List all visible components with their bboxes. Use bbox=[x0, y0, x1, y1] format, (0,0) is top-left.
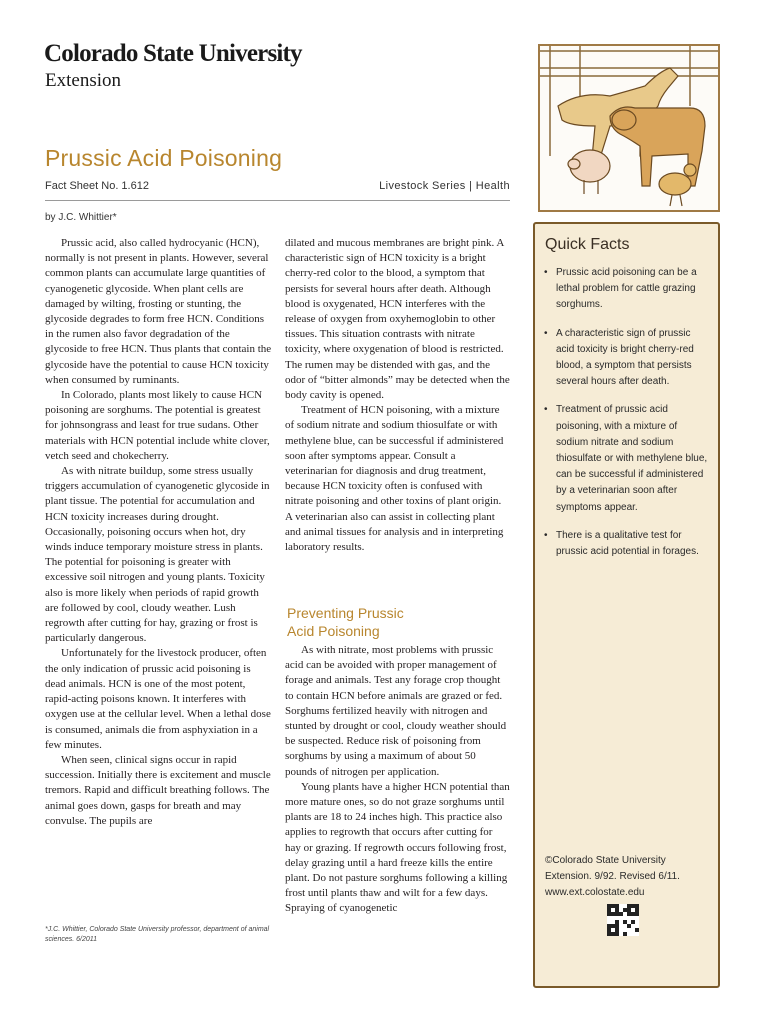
quick-fact-text: There is a qualitative test for prussic acid potential in forages. bbox=[556, 529, 699, 558]
bullet-icon: • bbox=[544, 529, 548, 541]
university-logo: Colorado State University bbox=[44, 40, 302, 67]
quick-fact-item bbox=[542, 402, 708, 515]
quick-fact-item bbox=[542, 265, 708, 314]
fact-sheet-number: Fact Sheet No. 1.612 bbox=[45, 180, 149, 192]
paragraph: As with nitrate buildup, some stress usually triggers accumulation of cyanogenetic glycoside in plant tissue. The potential for accumulation and HCN toxicity increases during drought. Occasionally, poisoning occurs when hot, dry winds induce temporary moisture stress in plants. The potential for poisoning is greater with excessive soil nitrogen and young plants. Toxicity also is more likely when periods of rapid growth are followed by cool, cloudy weather. Lush regrowth after cutting for hay, grazing or frost is particularly dangerous. bbox=[45, 465, 270, 645]
byline: by J.C. Whittier* bbox=[45, 212, 117, 223]
paragraph: dilated and mucous membranes are bright pink. A characteristic sign of HCN toxicity is a bright cherry-red color to the blood, a symptom that persists for several hours after death. Although blood is oxygenated, HCN interferes with the release of oxygen from oxyhemoglobin to other tissues. This situation contrasts with nitrate toxicity, where oxygenation of blood is restricted. The rumen may be distended with gas, and the odor of “bitter almonds” may be detected when the body cavity is opened. bbox=[285, 237, 510, 402]
quick-fact-item bbox=[542, 528, 708, 560]
paragraph: Young plants have a higher HCN potential than more mature ones, so do not graze sorghums until plants are 18 to 24 inches high. This practice also applies to regrowth that occurs after cutting for hay or grazing. If regrowth occurs following frost, delay grazing until a hard freeze kills the entire plant. Do not pasture sorghums following a killing frost until plants thaw and wilt for a few days. Spraying of cyanogenetic bbox=[285, 780, 510, 915]
quick-fact-text: Prussic acid poisoning can be a lethal problem for cattle grazing sorghums. bbox=[556, 267, 697, 311]
website-link[interactable]: www.ext.colostate.edu bbox=[545, 887, 645, 898]
page-title: Prussic Acid Poisoning bbox=[45, 145, 283, 171]
copyright-notice bbox=[545, 853, 715, 901]
paragraph: Unfortunately for the livestock producer, often the only indication of prussic acid poisoning is dead animals. HCN is one of the most potent, rapid-acting poisons known. It interferes with oxygen use at the cellular level. When a lethal dose is consumed, animals die from asphyxiation in a few minutes. bbox=[45, 647, 271, 751]
author-footnote: *J.C. Whittier, Colorado State University professor, department of animal sciences. 6/2011 bbox=[45, 926, 270, 943]
revision-line: Extension. 9/92. Revised 6/11. bbox=[545, 871, 680, 882]
copyright-line: ©Colorado State University bbox=[545, 855, 666, 866]
paragraph: As with nitrate, most problems with prussic acid can be avoided with proper management of forage and animals. Test any forage crop thought to contain HCN before animals are grazed or fed. Sorghums fertilized heavily with nitrogen and stunted by drought or cool, cloudy weather should be suspected. Reduce risk of poisoning from sorghums by using a maximum of about 50 pounds of nitrogen per application. bbox=[285, 644, 507, 778]
paragraph: In Colorado, plants most likely to cause HCN poisoning are sorghums. The potential is greatest for johnsongrass and least for true sudans. Other materials with HCN potential include white clover, vetch seed and chokecherry. bbox=[45, 389, 270, 462]
series-label: Livestock Series | Health bbox=[379, 180, 510, 192]
bullet-icon: • bbox=[544, 267, 548, 278]
livestock-illustration bbox=[538, 44, 720, 212]
body-column-2 bbox=[285, 236, 510, 555]
body-column-2-continued bbox=[285, 643, 510, 917]
bullet-icon: • bbox=[544, 404, 548, 416]
extension-logo: Extension bbox=[45, 70, 121, 91]
body-column-1 bbox=[45, 236, 273, 829]
qr-code-icon bbox=[607, 904, 639, 936]
quick-facts-title: Quick Facts bbox=[545, 236, 630, 253]
qr-code-graphic bbox=[607, 904, 639, 936]
quick-fact-item bbox=[542, 326, 708, 391]
section-heading-line: Acid Poisoning bbox=[287, 623, 380, 639]
section-heading-line: Preventing Prussic bbox=[287, 605, 404, 621]
paragraph: Prussic acid, also called hydrocyanic (HCN), normally is not present in plants. However, several common plants can accumulate large quantities of cyanogenetic glycoside. When plant cells are damaged by wilting, frosting or stunting, the glycoside degrades to form free HCN. Conditions in the rumen also favor degradation of the glycoside to free HCN. Thus plants that contain the glycoside have the potential to cause HCN toxicity when consumed by ruminants. bbox=[45, 237, 272, 386]
paragraph: Treatment of HCN poisoning, with a mixture of sodium nitrate and sodium thiosulfate or with methylene blue, can be successful if administered soon after symptoms appear. Consult a veterinarian for diagnosis and drug treatment, because HCN toxicity often is confused with nitrate poisoning and other toxins of plant origin. A veterinarian also can assist in collecting plant and animal tissues for analysis and in interpreting laboratory results. bbox=[285, 404, 504, 554]
section-heading bbox=[287, 604, 487, 640]
quick-facts-list bbox=[542, 265, 708, 572]
header-divider bbox=[45, 200, 510, 201]
livestock-drawing bbox=[540, 46, 718, 210]
paragraph: When seen, clinical signs occur in rapid succession. Initially there is excitement and muscle tremors. Rapid and difficult breathing follows. The animal goes down, gasps for breath and may convulse. The pupils are bbox=[45, 753, 271, 827]
quick-fact-text: Treatment of prussic acid poisoning, with a mixture of sodium nitrate and sodium thiosulfate or with methylene blue, can be successful if administered by a veterinarian soon after symptoms appear. bbox=[556, 404, 708, 513]
bullet-icon: • bbox=[544, 327, 548, 339]
quick-fact-text: A characteristic sign of prussic acid toxicity is bright cherry-red blood, a symptom that persists several hours after death. bbox=[556, 327, 694, 388]
